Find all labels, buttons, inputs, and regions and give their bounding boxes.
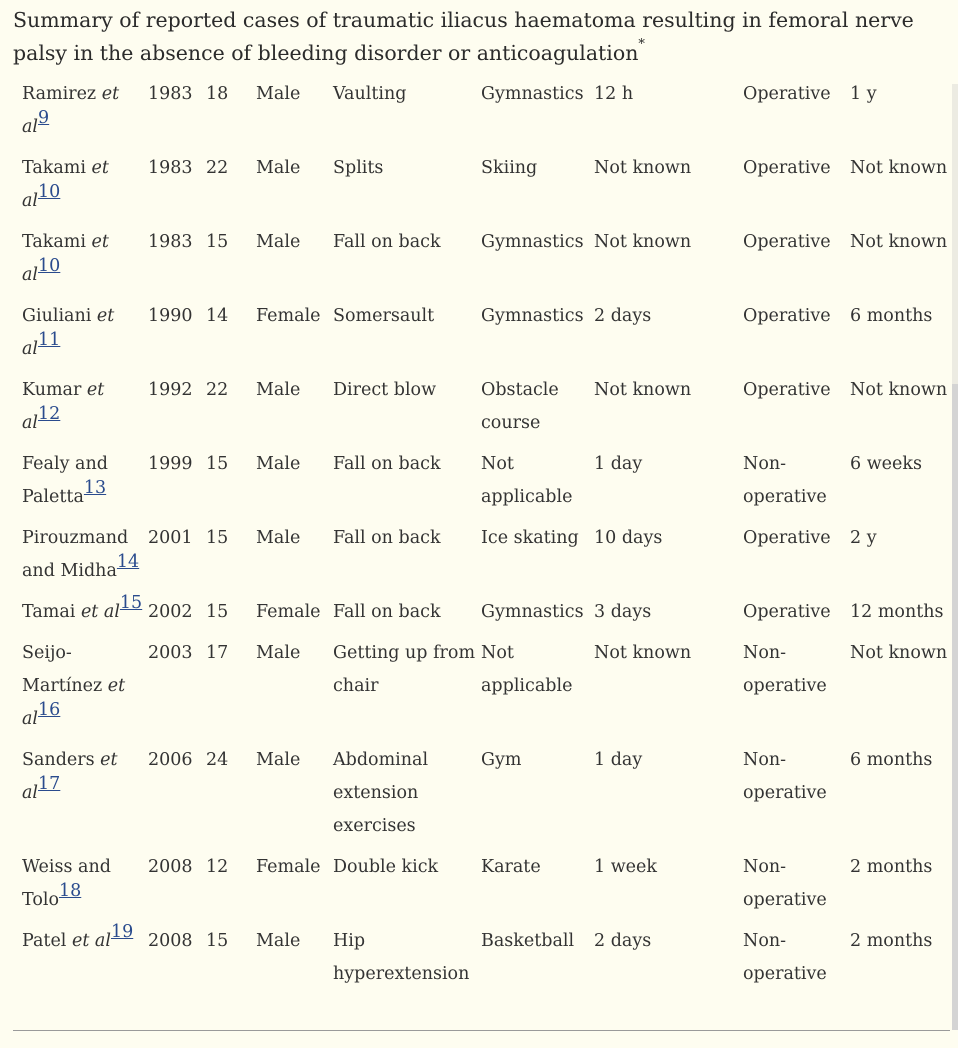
cell-recovery: Not known	[850, 158, 948, 178]
cell-recovery: 6 months	[850, 750, 933, 770]
cell-mechanism: Splits	[333, 158, 384, 178]
reference-link[interactable]: 18	[58, 881, 82, 901]
cell-age: 15	[206, 232, 229, 252]
cell-sex: Female	[256, 306, 321, 326]
cell-sex: Female	[256, 857, 321, 877]
cell-author	[13, 152, 148, 226]
cell-sport: Karate	[481, 857, 541, 877]
cell-treatment: Operative	[743, 528, 831, 548]
cell-author	[13, 78, 148, 152]
cell-age: 15	[206, 931, 229, 951]
cell-delay: Not known	[594, 158, 692, 178]
cell-author	[13, 448, 148, 522]
cell-year: 2008	[148, 857, 193, 877]
cell-sex: Male	[256, 380, 301, 400]
cell-age: 14	[206, 306, 229, 326]
cell-delay: 1 day	[594, 750, 643, 770]
table-row	[13, 226, 950, 300]
cell-sport: Gym	[481, 750, 522, 770]
cell-sex: Male	[256, 84, 301, 104]
cell-sex: Female	[256, 602, 321, 622]
table-body	[13, 78, 950, 999]
cell-delay: Not known	[594, 380, 692, 400]
et-al: et al	[71, 931, 111, 951]
cell-treatment: Non-operative	[743, 454, 827, 507]
cell-sex: Male	[256, 528, 301, 548]
cell-delay: Not known	[594, 643, 692, 663]
cell-year: 1999	[148, 454, 193, 474]
author-name: Fealy and Paletta	[22, 454, 108, 507]
cell-mechanism: Hip hyperextension	[333, 931, 470, 984]
et-al: et al	[22, 232, 109, 285]
cell-sport: Skiing	[481, 158, 538, 178]
cell-author	[13, 300, 148, 374]
cell-recovery: Not known	[850, 232, 948, 252]
cell-sex: Male	[256, 643, 301, 663]
cell-sport: Not applicable	[481, 643, 573, 696]
reference-link[interactable]: 19	[110, 922, 134, 942]
table-row	[13, 78, 950, 152]
et-al: et al	[22, 750, 118, 803]
reference-link[interactable]: 15	[119, 593, 143, 613]
cell-treatment: Non-operative	[743, 750, 827, 803]
table-row	[13, 448, 950, 522]
cell-recovery: 6 weeks	[850, 454, 922, 474]
cell-year: 1983	[148, 84, 193, 104]
cell-year: 2001	[148, 528, 193, 548]
cell-treatment: Non-operative	[743, 857, 827, 910]
reference-link[interactable]: 11	[38, 330, 61, 350]
cell-year: 1990	[148, 306, 193, 326]
cell-author	[13, 374, 148, 448]
cell-delay: 2 days	[594, 306, 652, 326]
cell-author	[13, 851, 148, 925]
cell-recovery: Not known	[850, 380, 948, 400]
cell-author	[13, 226, 148, 300]
cell-recovery: Not known	[850, 643, 948, 663]
cell-age: 15	[206, 528, 229, 548]
reference-link[interactable]: 17	[38, 774, 61, 794]
author-name: Pirouzmand and Midha	[22, 528, 129, 581]
footnote-marker: *	[638, 37, 645, 53]
cell-sport: Basketball	[481, 931, 575, 951]
cell-sport: Gymnastics	[481, 602, 584, 622]
cell-age: 24	[206, 750, 229, 770]
cell-mechanism: Fall on back	[333, 528, 441, 548]
et-al: et al	[80, 602, 120, 622]
cell-sex: Male	[256, 232, 301, 252]
cell-recovery: 2 months	[850, 931, 933, 951]
cell-treatment: Non-operative	[743, 931, 827, 984]
et-al: et al	[22, 158, 109, 211]
cell-year: 2003	[148, 643, 193, 663]
table-row	[13, 596, 950, 637]
author-name: Seijo-Martínez	[22, 643, 108, 696]
reference-link[interactable]: 10	[38, 256, 61, 276]
table-row	[13, 851, 950, 925]
cell-delay: 3 days	[594, 602, 652, 622]
cell-sport: Gymnastics	[481, 306, 584, 326]
cell-mechanism: Vaulting	[333, 84, 407, 104]
cell-mechanism: Somersault	[333, 306, 435, 326]
cell-sport: Gymnastics	[481, 84, 584, 104]
table-row	[13, 374, 950, 448]
cell-age: 17	[206, 643, 229, 663]
reference-link[interactable]: 10	[38, 182, 61, 202]
et-al: et al	[22, 84, 120, 137]
table-caption	[13, 4, 958, 70]
cell-recovery: 2 months	[850, 857, 933, 877]
reference-link[interactable]: 16	[38, 700, 61, 720]
table-row	[13, 925, 950, 999]
table-row	[13, 300, 950, 374]
author-name: Patel	[22, 931, 72, 951]
cell-delay: 10 days	[594, 528, 663, 548]
cell-treatment: Non-operative	[743, 643, 827, 696]
cell-age: 12	[206, 857, 229, 877]
cell-age: 22	[206, 380, 229, 400]
reference-link[interactable]: 14	[116, 552, 140, 572]
cell-delay: 12 h	[594, 84, 634, 104]
et-al: et al	[22, 676, 126, 729]
cell-treatment: Operative	[743, 602, 831, 622]
cell-sport: Obstacle course	[481, 380, 559, 433]
et-al: et al	[22, 380, 105, 433]
cell-sport: Not applicable	[481, 454, 573, 507]
cell-year: 1983	[148, 232, 193, 252]
cell-mechanism: Abdominal extension exercises	[333, 750, 429, 836]
cell-mechanism: Fall on back	[333, 602, 441, 622]
cell-recovery: 6 months	[850, 306, 933, 326]
cell-year: 2006	[148, 750, 193, 770]
cell-year: 2002	[148, 602, 193, 622]
author-name: Tamai	[22, 602, 81, 622]
cell-treatment: Operative	[743, 232, 831, 252]
table-row	[13, 744, 950, 851]
table-row	[13, 522, 950, 596]
reference-link[interactable]: 12	[38, 404, 61, 424]
cell-author	[13, 637, 148, 744]
cell-age: 18	[206, 84, 229, 104]
reference-link[interactable]: 13	[83, 478, 107, 498]
author-name: Sanders	[22, 750, 101, 770]
cases-table	[13, 78, 950, 999]
cell-sex: Male	[256, 158, 301, 178]
cell-age: 15	[206, 602, 229, 622]
author-name: Ramirez	[22, 84, 102, 104]
cell-recovery: 1 y	[850, 84, 877, 104]
cell-delay: 2 days	[594, 931, 652, 951]
cell-sex: Male	[256, 931, 301, 951]
cell-mechanism: Fall on back	[333, 454, 441, 474]
scrollbar-thumb[interactable]	[952, 384, 958, 1030]
author-name: Kumar	[22, 380, 87, 400]
cell-treatment: Operative	[743, 84, 831, 104]
author-name: Giuliani	[22, 306, 97, 326]
cell-year: 1983	[148, 158, 193, 178]
cell-treatment: Operative	[743, 306, 831, 326]
cell-year: 2008	[148, 931, 193, 951]
cell-recovery: 12 months	[850, 602, 944, 622]
table-container	[13, 78, 950, 1031]
cell-sport: Ice skating	[481, 528, 579, 548]
cell-sex: Male	[256, 750, 301, 770]
author-name: Weiss and Tolo	[22, 857, 111, 910]
table-row	[13, 152, 950, 226]
cell-author	[13, 522, 148, 596]
cell-treatment: Operative	[743, 380, 831, 400]
cell-age: 15	[206, 454, 229, 474]
cell-treatment: Operative	[743, 158, 831, 178]
cell-sex: Male	[256, 454, 301, 474]
author-name: Takami	[22, 158, 92, 178]
cell-recovery: 2 y	[850, 528, 877, 548]
cell-sport: Gymnastics	[481, 232, 584, 252]
cell-author	[13, 744, 148, 851]
caption-text: Summary of reported cases of traumatic iliacus haematoma resulting in femoral nerve palsy in the absence of bleeding disorder or anticoagulation	[13, 8, 914, 65]
cell-mechanism: Direct blow	[333, 380, 437, 400]
cell-delay: 1 day	[594, 454, 643, 474]
cell-delay: Not known	[594, 232, 692, 252]
et-al: et al	[22, 306, 115, 359]
cell-mechanism: Fall on back	[333, 232, 441, 252]
cell-mechanism: Getting up from chair	[333, 643, 476, 696]
table-row	[13, 637, 950, 744]
cell-author	[13, 593, 148, 637]
reference-link[interactable]: 9	[38, 108, 50, 128]
cell-year: 1992	[148, 380, 193, 400]
cell-delay: 1 week	[594, 857, 657, 877]
cell-mechanism: Double kick	[333, 857, 439, 877]
cell-author	[13, 922, 148, 999]
cell-age: 22	[206, 158, 229, 178]
author-name: Takami	[22, 232, 92, 252]
